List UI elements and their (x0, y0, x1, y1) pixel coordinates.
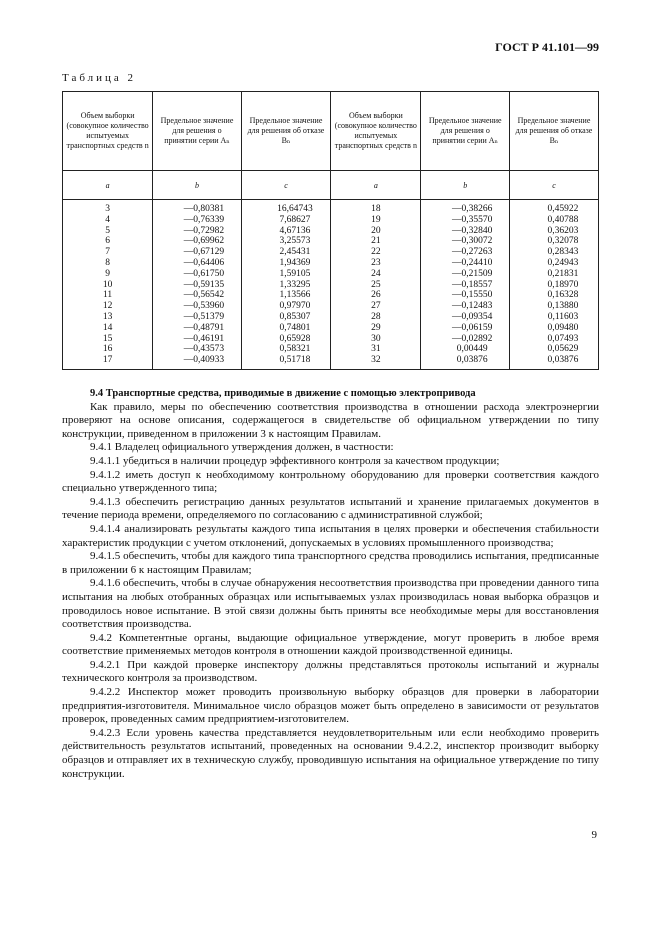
table-cell: 16 (63, 344, 153, 355)
document-header: ГОСТ Р 41.101—99 (495, 40, 599, 54)
table-row (63, 344, 599, 355)
letter-c-1: c (241, 171, 331, 200)
table-row (63, 301, 599, 312)
paragraph: 9.4.1.3 обеспечить регистрацию данных результатов испытаний и хранение прилагаемых документов в течение периода времени, определяемого по согласованию с административной службой; (62, 495, 599, 522)
table-row (63, 269, 599, 280)
table-cell: 2,45431 (241, 247, 331, 258)
table-row (63, 200, 599, 215)
section-title: 9.4 Транспортные средства, приводимые в движение с помощью электропривода (90, 388, 476, 399)
table-cell: 0,16328 (509, 290, 598, 301)
paragraph: 9.4.1.1 убедиться в наличии процедур эффективного контроля за качеством продукции; (90, 454, 500, 467)
header-reject-1: Предельное значение для решения об отказе Bₙ (241, 92, 331, 171)
table-cell: 29 (331, 323, 421, 334)
header-reject-2: Предельное значение для решения об отказе Bₙ (509, 92, 598, 171)
header-accept-1: Предельное значение для решения о принятии серии Aₙ (153, 92, 242, 171)
table-cell: 0,32078 (509, 236, 598, 247)
sampling-table (62, 91, 599, 370)
table-cell: 0,00449 (421, 344, 510, 355)
table-row (63, 226, 599, 237)
table-cell: 32 (331, 355, 421, 369)
table-cell: 0,13880 (509, 301, 598, 312)
table-cell: 17 (63, 355, 153, 369)
table-cell: —0,69962 (153, 236, 242, 247)
table-cell: —0,35570 (421, 215, 510, 226)
table-cell: —0,48791 (153, 323, 242, 334)
table-cell: 6 (63, 236, 153, 247)
table-cell: —0,43573 (153, 344, 242, 355)
table-cell: 24 (331, 269, 421, 280)
paragraph: 9.4.2.2 Инспектор может проводить произвольную выборку образцов для проверки в лаборатории предприятия-изготовителя. Минимальное число образцов может быть определено в зависимости от результатов проверок, проведенных самим предприятием-изготовителем. (62, 686, 599, 726)
table-cell: 0,28343 (509, 247, 598, 258)
table-cell: 26 (331, 290, 421, 301)
paragraph: 9.4.1.5 обеспечить, чтобы для каждого типа транспортного средства проводились испытания, предписанные в приложении 6 к настоящим Правилам; (62, 550, 599, 576)
table-cell: 1,33295 (241, 280, 331, 291)
paragraph: 9.4.2.3 Если уровень качества представляется неудовлетворительным или если необходимо проверить действительность результатов испытаний, проведенных на основании 9.4.2.2, инспектор производит выборку образцов и отправляет их в техническую службу, проводившую испытания на официальное утверждение по типу конструкции. (62, 726, 599, 780)
table-cell: 0,24943 (509, 258, 598, 269)
table-row (63, 236, 599, 247)
table-row (63, 258, 599, 269)
letter-b-1: b (153, 171, 242, 200)
table-cell: —0,56542 (153, 290, 242, 301)
table-cell: —0,67129 (153, 247, 242, 258)
table-cell: 13 (63, 312, 153, 323)
table-cell: 1,13566 (241, 290, 331, 301)
paragraph: 9.4.2 Компетентные органы, выдающие официальное утверждение, могут проверить в любое время соответствие применяемых методов контроля в отношении каждой производственной единицы. (62, 631, 599, 658)
table-cell: —0,51379 (153, 312, 242, 323)
table-cell: 0,58321 (241, 344, 331, 355)
paragraph: 9.4.1.2 иметь доступ к необходимому контрольному оборудованию для проверки соответствия каждого специально утвержденного типа; (62, 468, 599, 495)
table-caption: Таблица 2 (62, 72, 137, 84)
table-cell: —0,21509 (421, 269, 510, 280)
table-cell: —0,18557 (421, 280, 510, 291)
table-cell: 0,21831 (509, 269, 598, 280)
table-cell: —0,40933 (153, 355, 242, 369)
table-cell: 8 (63, 258, 153, 269)
table-cell: 1,59105 (241, 269, 331, 280)
table-cell: 4 (63, 215, 153, 226)
header-sample-size-1: Объем выборки (совокупное количество испытуемых транспортных средств n (63, 92, 153, 171)
table-cell: 30 (331, 334, 421, 345)
table-cell: 0,05629 (509, 344, 598, 355)
table-cell: 28 (331, 312, 421, 323)
table-cell: 3,25573 (241, 236, 331, 247)
table-cell: —0,24410 (421, 258, 510, 269)
table-cell: —0,53960 (153, 301, 242, 312)
table-cell: 3 (63, 200, 153, 215)
table-row (63, 247, 599, 258)
table-cell: —0,64406 (153, 258, 242, 269)
table-cell: 5 (63, 226, 153, 237)
table-row (63, 323, 599, 334)
table-cell: 0,51718 (241, 355, 331, 369)
table-cell: 31 (331, 344, 421, 355)
table-cell: 22 (331, 247, 421, 258)
section-text (62, 387, 599, 781)
letter-a-1: a (63, 171, 153, 200)
table-cell: 21 (331, 236, 421, 247)
table-cell: 1,94369 (241, 258, 331, 269)
table-cell: 16,64743 (241, 200, 331, 215)
table-cell: —0,32840 (421, 226, 510, 237)
table-row (63, 215, 599, 226)
table-cell: —0,15550 (421, 290, 510, 301)
table-cell: —0,12483 (421, 301, 510, 312)
table-cell: —0,59135 (153, 280, 242, 291)
table-cell: —0,30072 (421, 236, 510, 247)
table-cell: 0,03876 (421, 355, 510, 369)
table-header-row (63, 92, 599, 171)
table-cell: —0,06159 (421, 323, 510, 334)
table-cell: 7 (63, 247, 153, 258)
table-cell: 0,45922 (509, 200, 598, 215)
table-row (63, 355, 599, 369)
letter-a-2: a (331, 171, 421, 200)
table-row (63, 280, 599, 291)
header-sample-size-2: Объем выборки (совокупное количество испытуемых транспортных средств n (331, 92, 421, 171)
header-accept-2: Предельное значение для решения о принятии серии Aₙ (421, 92, 510, 171)
paragraph: 9.4.1 Владелец официального утверждения должен, в частности: (90, 441, 394, 454)
paragraph: 9.4.2.1 При каждой проверке инспектору должны представляться протоколы испытаний и журналы технического контроля за производством. (62, 658, 599, 685)
table-cell: —0,09354 (421, 312, 510, 323)
table-cell: 0,18970 (509, 280, 598, 291)
table-cell: 19 (331, 215, 421, 226)
table-cell: 0,65928 (241, 334, 331, 345)
table-cell: 0,85307 (241, 312, 331, 323)
table-cell: 18 (331, 200, 421, 215)
table-cell: 25 (331, 280, 421, 291)
table-cell: 11 (63, 290, 153, 301)
paragraph: 9.4.1.4 анализировать результаты каждого типа испытания в целях проверки и обеспечения стабильности характеристик продукции с учетом отклонений, допускаемых в условиях промышленного производства; (62, 522, 599, 549)
letter-b-2: b (421, 171, 510, 200)
table-cell: —0,27263 (421, 247, 510, 258)
table-cell: 0,36203 (509, 226, 598, 237)
table-cell: 0,74801 (241, 323, 331, 334)
table-cell: 20 (331, 226, 421, 237)
table-row (63, 312, 599, 323)
table-cell: 4,67136 (241, 226, 331, 237)
table-cell: 27 (331, 301, 421, 312)
paragraph: Как правило, меры по обеспечению соответствия производства в отношении расхода электроэнергии проверяют на основе описания, содержащегося в свидетельстве об официальном утверждении по типу конструкции, приведенном в приложении 3 к настоящим Правилам. (62, 400, 599, 440)
table-cell: 0,11603 (509, 312, 598, 323)
table-cell: —0,46191 (153, 334, 242, 345)
table-cell: 0,09480 (509, 323, 598, 334)
table-cell: 14 (63, 323, 153, 334)
letter-c-2: c (509, 171, 598, 200)
table-cell: —0,76339 (153, 215, 242, 226)
table-cell: —0,72982 (153, 226, 242, 237)
page-number: 9 (591, 829, 597, 841)
table-letter-row (63, 171, 599, 200)
table-cell: 10 (63, 280, 153, 291)
table-cell: 12 (63, 301, 153, 312)
table-cell: —0,80381 (153, 200, 242, 215)
table-cell: —0,38266 (421, 200, 510, 215)
paragraph: 9.4.1.6 обеспечить, чтобы в случае обнаружения несоответствия производства при проведении данного типа испытания на любых отобранных образцах или испытываемых узлах производилась новая выборка образцов и проводилось новое испытание. В этой связи должны быть приняты все необходимые меры для восстановления соответствия производства. (62, 577, 599, 631)
table-row (63, 290, 599, 301)
table-body (63, 200, 599, 370)
table-cell: 9 (63, 269, 153, 280)
table-cell: 0,07493 (509, 334, 598, 345)
table-cell: 0,03876 (509, 355, 598, 369)
table-cell: —0,61750 (153, 269, 242, 280)
table-cell: 23 (331, 258, 421, 269)
table-cell: 0,40788 (509, 215, 598, 226)
table-cell: 0,97970 (241, 301, 331, 312)
table-row (63, 334, 599, 345)
table-cell: 7,68627 (241, 215, 331, 226)
table-cell: 15 (63, 334, 153, 345)
table-cell: —0,02892 (421, 334, 510, 345)
